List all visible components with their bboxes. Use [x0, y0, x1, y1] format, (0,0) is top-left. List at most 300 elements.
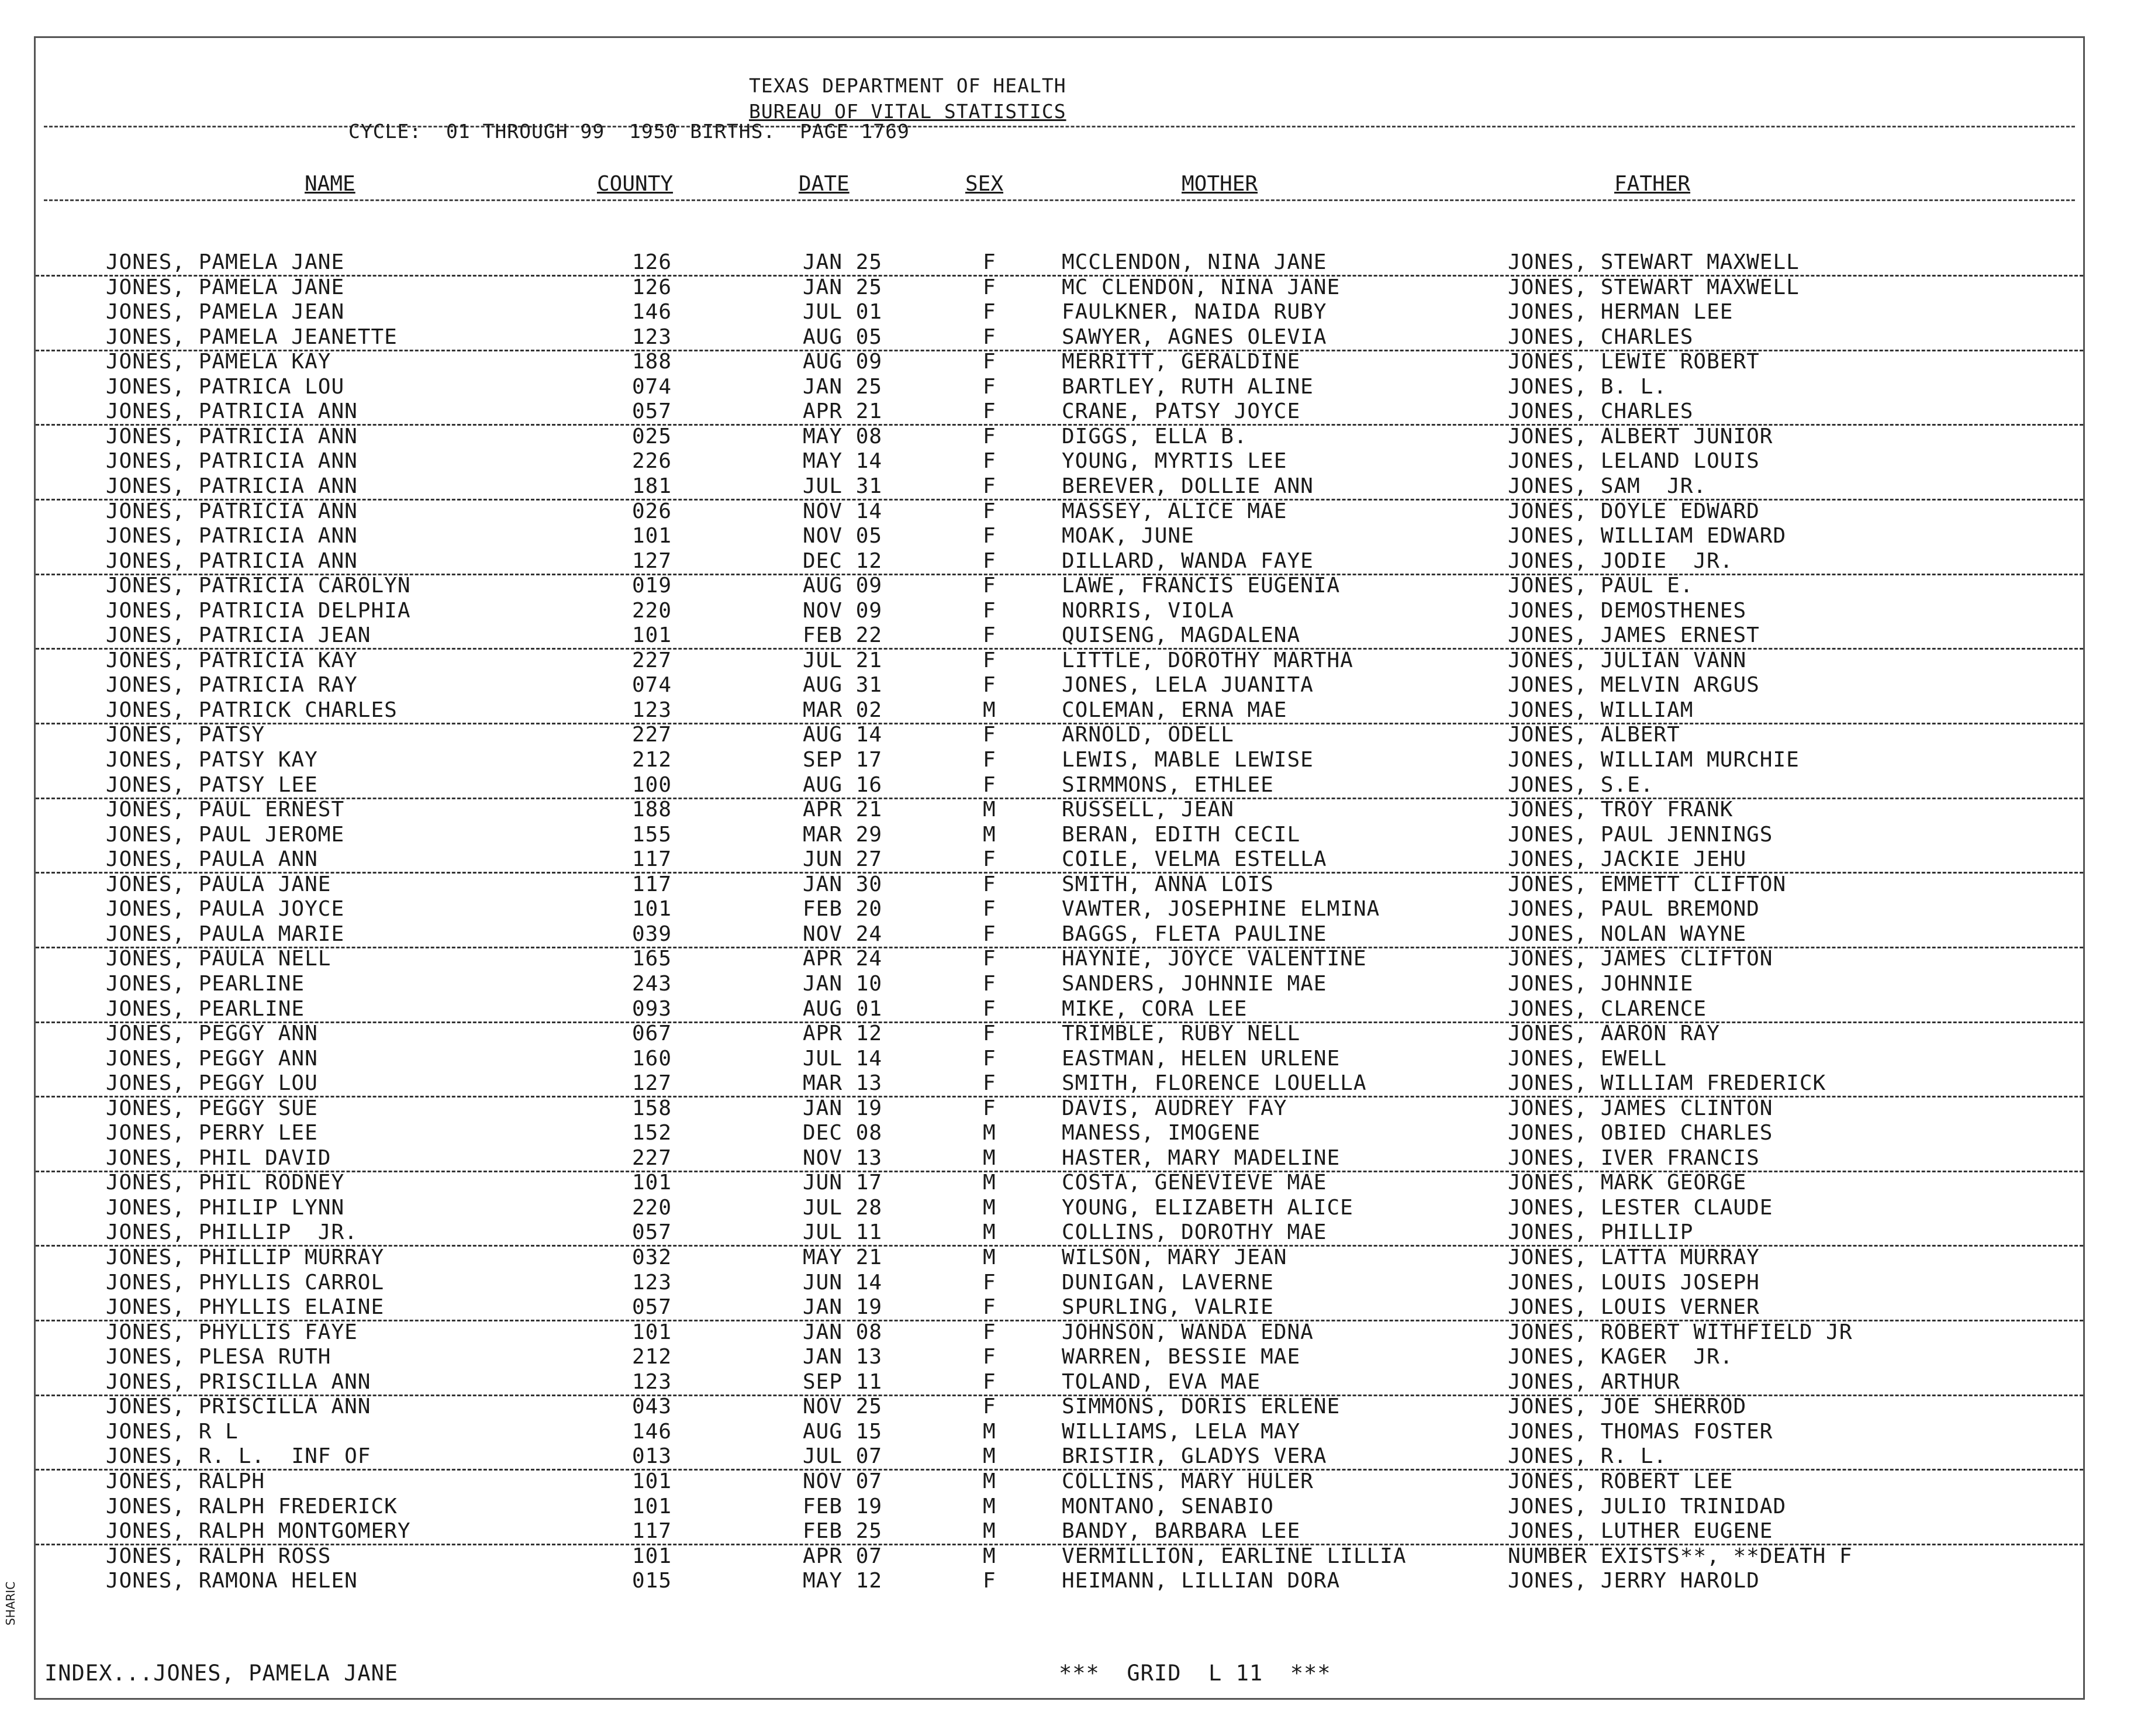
- county-cell: 126: [632, 250, 672, 274]
- father-cell: JONES, CLARENCE: [1508, 996, 1707, 1021]
- date-cell: FEB 25: [803, 1519, 883, 1544]
- father-cell: JONES, WILLIAM MURCHIE: [1508, 748, 1800, 772]
- date-cell: JUL 21: [803, 648, 883, 672]
- father-cell: JONES, JOE SHERROD: [1508, 1395, 1747, 1419]
- table-row: [36, 972, 2083, 996]
- father-cell: JONES, WILLIAM EDWARD: [1508, 524, 1787, 548]
- mother-cell: VERMILLION, EARLINE LILLIA: [1062, 1544, 1407, 1568]
- name-cell: JONES, RAMONA HELEN: [106, 1569, 358, 1593]
- document-frame: [34, 36, 2085, 1700]
- mother-cell: MIKE, CORA LEE: [1062, 996, 1248, 1021]
- column-header-date: DATE: [799, 172, 850, 196]
- date-cell: JAN 19: [803, 1295, 883, 1320]
- date-cell: SEP 17: [803, 748, 883, 772]
- mother-cell: COSTA, GENEVIEVE MAE: [1062, 1171, 1327, 1195]
- name-cell: JONES, PAUL ERNEST: [106, 798, 345, 822]
- county-cell: 227: [632, 1145, 672, 1170]
- county-cell: 181: [632, 474, 672, 498]
- mother-cell: DAVIS, AUDREY FAY: [1062, 1096, 1287, 1120]
- county-cell: 067: [632, 1021, 672, 1046]
- table-row: [36, 1295, 2083, 1321]
- date-cell: AUG 14: [803, 723, 883, 747]
- father-cell: JONES, WILLIAM: [1508, 698, 1694, 722]
- county-cell: 152: [632, 1121, 672, 1145]
- mother-cell: VAWTER, JOSEPHINE ELMINA: [1062, 897, 1380, 922]
- county-cell: 013: [632, 1444, 672, 1469]
- table-row: [36, 798, 2083, 822]
- name-cell: JONES, RALPH MONTGOMERY: [106, 1519, 411, 1544]
- father-cell: JONES, CHARLES: [1508, 325, 1694, 349]
- mother-cell: QUISENG, MAGDALENA: [1062, 623, 1301, 648]
- mother-cell: JOHNSON, WANDA EDNA: [1062, 1320, 1314, 1344]
- county-cell: 212: [632, 1345, 672, 1369]
- mother-cell: DUNIGAN, LAVERNE: [1062, 1270, 1274, 1295]
- name-cell: JONES, PATRICIA RAY: [106, 673, 358, 698]
- date-cell: DEC 12: [803, 548, 883, 573]
- name-cell: JONES, PERRY LEE: [106, 1121, 318, 1145]
- sex-cell: M: [983, 1494, 996, 1518]
- name-cell: JONES, PEGGY SUE: [106, 1096, 318, 1120]
- date-cell: FEB 22: [803, 623, 883, 648]
- name-cell: JONES, PHIL DAVID: [106, 1145, 332, 1170]
- father-cell: JONES, TROY FRANK: [1508, 798, 1734, 822]
- sex-cell: M: [983, 1419, 996, 1444]
- name-cell: JONES, PATRICIA ANN: [106, 499, 358, 523]
- column-header-name: NAME: [305, 172, 355, 196]
- date-cell: JUL 11: [803, 1220, 883, 1245]
- column-header-father: FATHER: [1614, 172, 1691, 196]
- table-row: [36, 673, 2083, 698]
- table-row: [36, 748, 2083, 772]
- county-cell: 126: [632, 275, 672, 299]
- county-cell: 025: [632, 424, 672, 448]
- sex-cell: F: [983, 623, 996, 648]
- name-cell: JONES, PATRICIA ANN: [106, 548, 358, 573]
- table-row: [36, 773, 2083, 799]
- sex-cell: F: [983, 648, 996, 672]
- name-cell: JONES, PATSY KAY: [106, 748, 318, 772]
- table-row: [36, 648, 2083, 673]
- mother-cell: SIMMONS, DORIS ERLENE: [1062, 1395, 1341, 1419]
- father-cell: JONES, JOHNNIE: [1508, 971, 1694, 996]
- table-row: [36, 698, 2083, 724]
- sex-cell: F: [983, 1295, 996, 1320]
- table-row: [36, 300, 2083, 325]
- name-cell: JONES, PATRICIA ANN: [106, 424, 358, 448]
- county-cell: 057: [632, 399, 672, 424]
- county-cell: 155: [632, 822, 672, 847]
- name-cell: JONES, RALPH ROSS: [106, 1544, 332, 1568]
- sex-cell: F: [983, 574, 996, 598]
- table-row: [36, 623, 2083, 650]
- mother-cell: COLEMAN, ERNA MAE: [1062, 698, 1287, 722]
- date-cell: AUG 16: [803, 772, 883, 797]
- sex-cell: F: [983, 300, 996, 325]
- sex-cell: M: [983, 1444, 996, 1469]
- mother-cell: MASSEY, ALICE MAE: [1062, 499, 1287, 523]
- father-cell: JONES, JERRY HAROLD: [1508, 1569, 1760, 1593]
- sex-cell: F: [983, 922, 996, 946]
- date-cell: APR 21: [803, 798, 883, 822]
- county-cell: 015: [632, 1569, 672, 1593]
- date-cell: JAN 10: [803, 971, 883, 996]
- sex-cell: F: [983, 947, 996, 971]
- county-cell: 074: [632, 673, 672, 698]
- father-cell: JONES, LUTHER EUGENE: [1508, 1519, 1773, 1544]
- father-cell: JONES, CHARLES: [1508, 399, 1694, 424]
- table-row: [36, 1469, 2083, 1494]
- name-cell: JONES, RALPH: [106, 1469, 265, 1493]
- sex-cell: F: [983, 350, 996, 374]
- mother-cell: SAWYER, AGNES OLEVIA: [1062, 325, 1327, 349]
- date-cell: NOV 24: [803, 922, 883, 946]
- table-row: [36, 1071, 2083, 1097]
- sex-cell: M: [983, 822, 996, 847]
- sex-cell: F: [983, 325, 996, 349]
- table-row: [36, 424, 2083, 449]
- county-cell: 160: [632, 1046, 672, 1071]
- sex-cell: F: [983, 1021, 996, 1046]
- sex-cell: M: [983, 1145, 996, 1170]
- date-cell: JUL 28: [803, 1195, 883, 1220]
- table-row: [36, 872, 2083, 897]
- father-cell: JONES, STEWART MAXWELL: [1508, 275, 1800, 299]
- date-cell: JUL 14: [803, 1046, 883, 1071]
- sex-cell: F: [983, 1096, 996, 1120]
- date-cell: JUL 31: [803, 474, 883, 498]
- date-cell: MAR 29: [803, 822, 883, 847]
- name-cell: JONES, PAULA JANE: [106, 872, 332, 896]
- date-cell: JUL 07: [803, 1444, 883, 1469]
- name-cell: JONES, PATRICK CHARLES: [106, 698, 398, 722]
- column-header-sex: SEX: [965, 172, 1004, 196]
- mother-cell: SMITH, ANNA LOIS: [1062, 872, 1274, 896]
- sex-cell: F: [983, 598, 996, 623]
- father-cell: JONES, JULIAN VANN: [1508, 648, 1747, 672]
- date-cell: MAR 02: [803, 698, 883, 722]
- mother-cell: SMITH, FLORENCE LOUELLA: [1062, 1071, 1367, 1096]
- county-cell: 101: [632, 1544, 672, 1568]
- date-cell: NOV 14: [803, 499, 883, 523]
- mother-cell: SANDERS, JOHNNIE MAE: [1062, 971, 1327, 996]
- header-title: TEXAS DEPARTMENT OF HEALTH: [749, 74, 1066, 97]
- county-cell: 101: [632, 1171, 672, 1195]
- sex-cell: F: [983, 673, 996, 698]
- table-row: [36, 897, 2083, 922]
- name-cell: JONES, PATRICIA ANN: [106, 474, 358, 498]
- county-cell: 165: [632, 947, 672, 971]
- mother-cell: BANDY, BARBARA LEE: [1062, 1519, 1301, 1544]
- date-cell: FEB 20: [803, 897, 883, 922]
- father-cell: JONES, ROBERT WITHFIELD JR: [1508, 1320, 1853, 1344]
- county-cell: 101: [632, 1469, 672, 1493]
- name-cell: JONES, PAUL JEROME: [106, 822, 345, 847]
- name-cell: JONES, PEARLINE: [106, 971, 305, 996]
- table-row: [36, 1096, 2083, 1121]
- date-cell: MAY 21: [803, 1245, 883, 1269]
- footer-index: INDEX...JONES, PAMELA JANE: [44, 1661, 399, 1686]
- father-cell: JONES, PAUL BREMOND: [1508, 897, 1760, 922]
- sex-cell: F: [983, 847, 996, 872]
- sex-cell: F: [983, 449, 996, 474]
- table-row: [36, 922, 2083, 948]
- county-cell: 212: [632, 748, 672, 772]
- county-cell: 220: [632, 598, 672, 623]
- sex-cell: F: [983, 872, 996, 896]
- sex-cell: F: [983, 1345, 996, 1369]
- name-cell: JONES, PAMELA JANE: [106, 275, 345, 299]
- name-cell: JONES, PHILLIP MURRAY: [106, 1245, 385, 1269]
- mother-cell: WILLIAMS, LELA MAY: [1062, 1419, 1301, 1444]
- father-cell: JONES, EMMETT CLIFTON: [1508, 872, 1787, 896]
- name-cell: JONES, PEARLINE: [106, 996, 305, 1021]
- father-cell: JONES, LOUIS VERNER: [1508, 1295, 1760, 1320]
- name-cell: JONES, PHYLLIS CARROL: [106, 1270, 385, 1295]
- father-cell: JONES, DEMOSTHENES: [1508, 598, 1747, 623]
- table-row: [36, 1146, 2083, 1172]
- father-cell: JONES, ALBERT: [1508, 723, 1680, 747]
- date-cell: JAN 08: [803, 1320, 883, 1344]
- mother-cell: ARNOLD, ODELL: [1062, 723, 1234, 747]
- table-row: [36, 499, 2083, 524]
- county-cell: 039: [632, 922, 672, 946]
- date-cell: APR 12: [803, 1021, 883, 1046]
- table-row: [36, 524, 2083, 548]
- table-row: [36, 1519, 2083, 1545]
- date-cell: APR 21: [803, 399, 883, 424]
- sex-cell: M: [983, 1469, 996, 1493]
- date-cell: JAN 25: [803, 275, 883, 299]
- mother-cell: JONES, LELA JUANITA: [1062, 673, 1314, 698]
- county-cell: 188: [632, 798, 672, 822]
- footer-grid: *** GRID L 11 ***: [1059, 1661, 1331, 1686]
- county-cell: 019: [632, 574, 672, 598]
- mother-cell: YOUNG, ELIZABETH ALICE: [1062, 1195, 1353, 1220]
- sex-cell: M: [983, 1195, 996, 1220]
- father-cell: JONES, LELAND LOUIS: [1508, 449, 1760, 474]
- sex-cell: F: [983, 1320, 996, 1344]
- name-cell: JONES, PATRICIA ANN: [106, 449, 358, 474]
- table-row: [36, 1171, 2083, 1195]
- father-cell: JONES, WILLIAM FREDERICK: [1508, 1071, 1826, 1096]
- mother-cell: COILE, VELMA ESTELLA: [1062, 847, 1327, 872]
- header-cycle: CYCLE: 01 THROUGH 99 1950 BIRTHS. PAGE 1769: [348, 120, 910, 143]
- header-subtitle: BUREAU OF VITAL STATISTICS: [749, 100, 1066, 123]
- table-row: [36, 1121, 2083, 1145]
- sex-cell: M: [983, 698, 996, 722]
- table-row: [36, 250, 2083, 277]
- father-cell: JONES, JULIO TRINIDAD: [1508, 1494, 1787, 1518]
- father-cell: JONES, KAGER JR.: [1508, 1345, 1734, 1369]
- date-cell: JAN 13: [803, 1345, 883, 1369]
- father-cell: JONES, LOUIS JOSEPH: [1508, 1270, 1760, 1295]
- sex-cell: F: [983, 399, 996, 424]
- mother-cell: SPURLING, VALRIE: [1062, 1295, 1274, 1320]
- table-row: [36, 325, 2083, 351]
- county-cell: 127: [632, 548, 672, 573]
- mother-cell: MANESS, IMOGENE: [1062, 1121, 1261, 1145]
- table-row: [36, 1444, 2083, 1471]
- date-cell: MAR 13: [803, 1071, 883, 1096]
- table-row: [36, 947, 2083, 971]
- county-cell: 101: [632, 897, 672, 922]
- date-cell: JUN 17: [803, 1171, 883, 1195]
- name-cell: JONES, PATSY: [106, 723, 265, 747]
- father-cell: JONES, JACKIE JEHU: [1508, 847, 1747, 872]
- column-header-rule: [44, 199, 2075, 201]
- table-row: [36, 375, 2083, 399]
- name-cell: JONES, PATRICIA CAROLYN: [106, 574, 411, 598]
- mother-cell: DIGGS, ELLA B.: [1062, 424, 1248, 448]
- county-cell: 127: [632, 1071, 672, 1096]
- name-cell: JONES, PHYLLIS ELAINE: [106, 1295, 385, 1320]
- county-cell: 032: [632, 1245, 672, 1269]
- sex-cell: F: [983, 374, 996, 399]
- name-cell: JONES, PAULA MARIE: [106, 922, 345, 946]
- table-row: [36, 1245, 2083, 1270]
- column-header-mother: MOTHER: [1182, 172, 1258, 196]
- sex-cell: F: [983, 524, 996, 548]
- date-cell: NOV 05: [803, 524, 883, 548]
- date-cell: NOV 13: [803, 1145, 883, 1170]
- father-cell: JONES, NOLAN WAYNE: [1508, 922, 1747, 946]
- mother-cell: BERAN, EDITH CECIL: [1062, 822, 1301, 847]
- father-cell: JONES, ROBERT LEE: [1508, 1469, 1734, 1493]
- county-cell: 146: [632, 300, 672, 325]
- sex-cell: F: [983, 772, 996, 797]
- father-cell: JONES, LATTA MURRAY: [1508, 1245, 1760, 1269]
- date-cell: SEP 11: [803, 1369, 883, 1394]
- father-cell: JONES, ARTHUR: [1508, 1369, 1680, 1394]
- name-cell: JONES, PAULA ANN: [106, 847, 318, 872]
- county-cell: 158: [632, 1096, 672, 1120]
- county-cell: 123: [632, 1270, 672, 1295]
- table-row: [36, 1495, 2083, 1519]
- county-cell: 188: [632, 350, 672, 374]
- date-cell: AUG 31: [803, 673, 883, 698]
- mother-cell: EASTMAN, HELEN URLENE: [1062, 1046, 1341, 1071]
- mother-cell: SIRMMONS, ETHLEE: [1062, 772, 1274, 797]
- mother-cell: MERRITT, GERALDINE: [1062, 350, 1301, 374]
- father-cell: JONES, S.E.: [1508, 772, 1654, 797]
- table-row: [36, 1047, 2083, 1071]
- table-row: [36, 350, 2083, 374]
- date-cell: JAN 25: [803, 250, 883, 274]
- mother-cell: LEWIS, MABLE LEWISE: [1062, 748, 1314, 772]
- date-cell: AUG 15: [803, 1419, 883, 1444]
- date-cell: FEB 19: [803, 1494, 883, 1518]
- sex-cell: F: [983, 748, 996, 772]
- name-cell: JONES, PAULA JOYCE: [106, 897, 345, 922]
- county-cell: 101: [632, 524, 672, 548]
- date-cell: DEC 08: [803, 1121, 883, 1145]
- mother-cell: MC CLENDON, NINA JANE: [1062, 275, 1341, 299]
- sex-cell: F: [983, 275, 996, 299]
- date-cell: AUG 09: [803, 350, 883, 374]
- father-cell: JONES, PHILLIP: [1508, 1220, 1694, 1245]
- date-cell: MAY 14: [803, 449, 883, 474]
- county-cell: 146: [632, 1419, 672, 1444]
- sex-cell: F: [983, 996, 996, 1021]
- name-cell: JONES, PATRICIA JEAN: [106, 623, 371, 648]
- father-cell: JONES, JODIE JR.: [1508, 548, 1734, 573]
- county-cell: 057: [632, 1220, 672, 1245]
- mother-cell: MOAK, JUNE: [1062, 524, 1194, 548]
- name-cell: JONES, PATRICIA DELPHIA: [106, 598, 411, 623]
- date-cell: AUG 05: [803, 325, 883, 349]
- mother-cell: HASTER, MARY MADELINE: [1062, 1145, 1341, 1170]
- county-cell: 093: [632, 996, 672, 1021]
- county-cell: 117: [632, 1519, 672, 1544]
- date-cell: JUN 27: [803, 847, 883, 872]
- sex-cell: M: [983, 1245, 996, 1269]
- sex-cell: F: [983, 723, 996, 747]
- father-cell: JONES, PAUL JENNINGS: [1508, 822, 1773, 847]
- table-row: [36, 847, 2083, 874]
- mother-cell: DILLARD, WANDA FAYE: [1062, 548, 1314, 573]
- sex-cell: F: [983, 474, 996, 498]
- father-cell: JONES, MELVIN ARGUS: [1508, 673, 1760, 698]
- sex-cell: M: [983, 1171, 996, 1195]
- name-cell: JONES, PAULA NELL: [106, 947, 332, 971]
- table-row: [36, 549, 2083, 575]
- mother-cell: TOLAND, EVA MAE: [1062, 1369, 1261, 1394]
- sex-cell: F: [983, 1046, 996, 1071]
- table-row: [36, 574, 2083, 598]
- table-row: [36, 1021, 2083, 1046]
- county-cell: 220: [632, 1195, 672, 1220]
- table-row: [36, 997, 2083, 1023]
- table-row: [36, 275, 2083, 300]
- mother-cell: WARREN, BESSIE MAE: [1062, 1345, 1301, 1369]
- table-row: [36, 1370, 2083, 1396]
- father-cell: JONES, B. L.: [1508, 374, 1667, 399]
- table-row: [36, 823, 2083, 847]
- mother-cell: BRISTIR, GLADYS VERA: [1062, 1444, 1327, 1469]
- mother-cell: BEREVER, DOLLIE ANN: [1062, 474, 1314, 498]
- mother-cell: YOUNG, MYRTIS LEE: [1062, 449, 1287, 474]
- table-row: [36, 1345, 2083, 1369]
- name-cell: JONES, PEGGY LOU: [106, 1071, 318, 1096]
- county-cell: 226: [632, 449, 672, 474]
- table-row: [36, 1395, 2083, 1419]
- name-cell: JONES, PATRICIA ANN: [106, 524, 358, 548]
- date-cell: JAN 25: [803, 374, 883, 399]
- father-cell: JONES, LESTER CLAUDE: [1508, 1195, 1773, 1220]
- date-cell: JAN 19: [803, 1096, 883, 1120]
- table-row: [36, 723, 2083, 747]
- mother-cell: BARTLEY, RUTH ALINE: [1062, 374, 1314, 399]
- county-cell: 101: [632, 1494, 672, 1518]
- father-cell: JONES, SAM JR.: [1508, 474, 1707, 498]
- name-cell: JONES, PEGGY ANN: [106, 1021, 318, 1046]
- date-cell: JUN 14: [803, 1270, 883, 1295]
- sex-cell: F: [983, 499, 996, 523]
- father-cell: JONES, THOMAS FOSTER: [1508, 1419, 1773, 1444]
- name-cell: JONES, PEGGY ANN: [106, 1046, 318, 1071]
- table-row: [36, 1320, 2083, 1345]
- mother-cell: COLLINS, DOROTHY MAE: [1062, 1220, 1327, 1245]
- date-cell: MAY 12: [803, 1569, 883, 1593]
- mother-cell: TRIMBLE, RUBY NELL: [1062, 1021, 1301, 1046]
- county-cell: 101: [632, 623, 672, 648]
- name-cell: JONES, RALPH FREDERICK: [106, 1494, 398, 1518]
- mother-cell: LAWE, FRANCIS EUGENIA: [1062, 574, 1341, 598]
- table-row: [36, 474, 2083, 501]
- mother-cell: NORRIS, VIOLA: [1062, 598, 1234, 623]
- name-cell: JONES, R. L. INF OF: [106, 1444, 371, 1469]
- table-row: [36, 399, 2083, 426]
